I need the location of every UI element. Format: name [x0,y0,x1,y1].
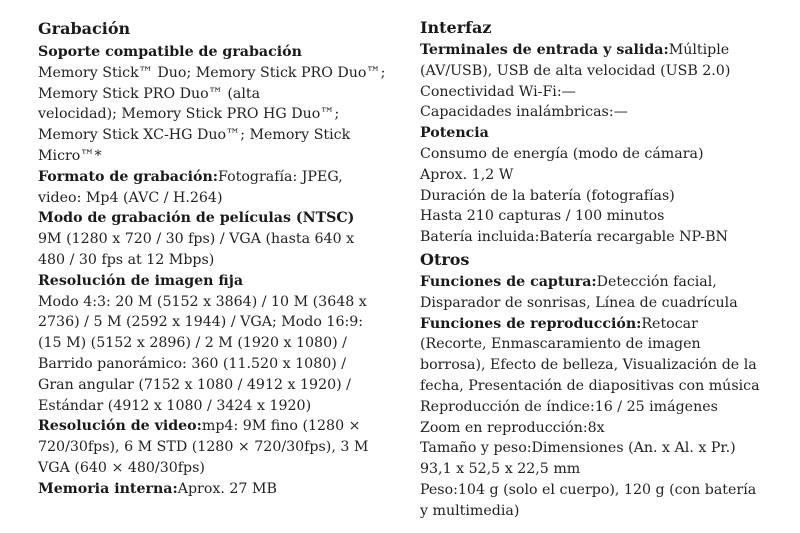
still-res-line: (15 M) (5152 x 2896) / 2 M (1920 x 1080) / [38,335,347,352]
power-line: Hasta 210 capturas / 100 minutos [420,208,665,225]
compat-label-text: Soporte compatible de grabación [38,44,302,60]
playback-row [420,314,790,335]
section-title-otros: Otros [420,249,470,269]
power-line: Aprox. 1,2 W [420,166,514,183]
still-res-line: Barrido panorámico: 360 (11.520 x 1080) / [38,355,347,372]
memory-row [38,479,388,500]
misc-line: y multimedia) [420,502,520,519]
compat-line: Memory Stick™ Duo; Memory Stick PRO Duo™; [38,64,386,81]
capture-row [420,272,790,293]
section-title-grabacion: Grabación [38,19,131,38]
format-line: video: Mp4 (AVC / H.264) [38,189,223,206]
misc-line: Tamaño y peso:Dimensiones (An. x Al. x Pr.) [420,440,736,457]
format-value: Fotografía: JPEG, [218,168,343,185]
wifi-line: Conectividad Wi-Fi:— [420,83,576,100]
io-label: Terminales de entrada y salida: [420,42,669,58]
memory-value: Aprox. 27 MB [177,480,277,497]
compat-line: Micro™* [38,147,102,164]
movie-mode-line: 9M (1280 x 720 / 30 fps) / VGA (hasta 640 x [38,231,355,248]
misc-line: Reproducción de índice:16 / 25 imágenes [420,398,718,415]
still-res-line: Gran angular (7152 x 1080 / 4912 x 1920) / [38,376,351,393]
power-label-row [420,123,790,144]
still-res-label-row [38,271,388,292]
playback-line: (Recorte, Enmascaramiento de imagen [420,336,701,353]
video-res-line: 720/30fps), 6 M STD (1280 × 720/30fps), 3 M [38,439,369,456]
still-res-line: Modo 4:3: 20 M (5152 x 3864) / 10 M (3648 x [38,293,367,310]
power-line: Batería incluida:Batería recargable NP-BN [420,229,728,246]
playback-line: borrosa), Efecto de belleza, Visualización de la [420,357,757,374]
video-res-line: VGA (640 × 480/30fps) [38,459,205,476]
compat-line: Memory Stick XC-HG Duo™; Memory Stick [38,127,351,144]
misc-line: Peso:104 g (solo el cuerpo), 120 g (con batería [420,481,757,498]
power-label: Potencia [420,125,489,142]
still-res-label: Resolución de imagen fija [38,272,244,289]
movie-mode-line: 480 / 30 fps at 12 Mbps) [38,251,215,268]
io-row [420,40,790,61]
compat-line: velocidad); Memory Stick PRO HG Duo™; [38,106,340,123]
capture-value: Detección facial, [596,273,717,290]
video-res-value: mp4: 9M fino (1280 × [201,418,361,435]
playback-line: fecha, Presentación de diapositivas con música [420,377,760,394]
still-res-line: Estándar (4912 x 1080 / 3424 x 1920) [38,397,312,414]
format-label: Formato de grabación: [38,168,219,185]
playback-label: Funciones de reproducción: [420,315,642,332]
section-title-interfaz: Interfaz [420,18,492,37]
wireless-line: Capacidades inalámbricas:— [420,104,628,121]
io-value: Múltiple [668,42,730,58]
power-line: Consumo de energía (modo de cámara) [420,145,704,162]
movie-mode-label: Modo de grabación de películas (NTSC) [38,210,355,227]
capture-label: Funciones de captura: [420,273,597,290]
compat-label [38,42,388,63]
memory-label: Memoria interna: [38,480,178,497]
format-row [38,167,388,188]
video-res-row [38,416,388,437]
misc-line: Zoom en reproducción:8x [420,419,605,436]
misc-line: 93,1 x 52,5 x 22,5 mm [420,461,581,478]
capture-line: Disparador de sonrisas, Línea de cuadrícula [420,294,738,311]
right-column [420,16,790,522]
movie-mode-label-row [38,208,388,229]
video-res-label: Resolución de video: [38,418,202,435]
compat-line: Memory Stick PRO Duo™ (alta [38,85,261,102]
power-line: Duración de la batería (fotografías) [420,187,675,204]
left-column [38,16,388,500]
playback-value: Retocar [641,315,698,332]
io-line: (AV/USB), USB de alta velocidad (USB 2.0) [420,62,731,79]
still-res-line: 2736) / 5 M (2592 x 1944) / VGA; Modo 16:9: [38,314,364,331]
